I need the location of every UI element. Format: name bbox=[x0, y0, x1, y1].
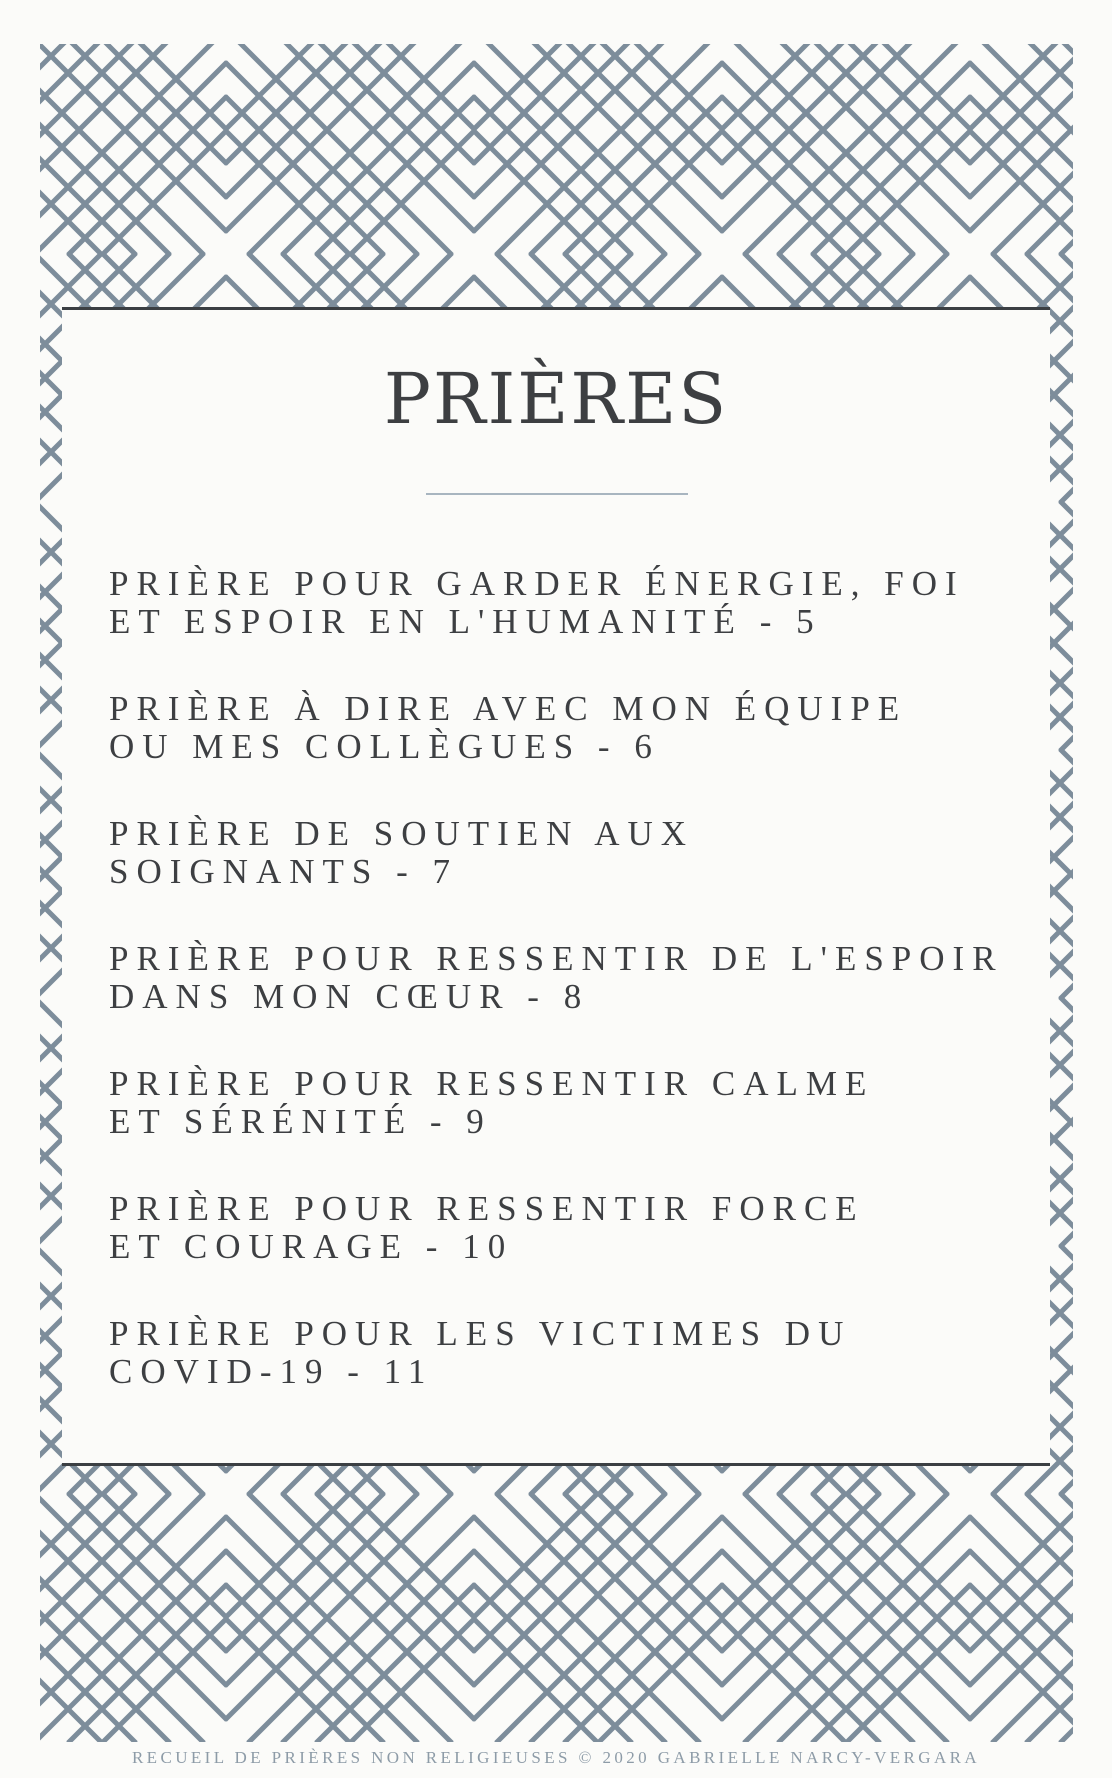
page-title: PRIÈRES bbox=[383, 358, 729, 440]
toc-entry-line: PRIÈRE POUR LES VICTIMES DU bbox=[109, 1314, 852, 1353]
toc-entry bbox=[109, 815, 1004, 891]
toc-entry bbox=[109, 1315, 1004, 1391]
toc-entry bbox=[109, 1065, 1004, 1141]
toc-entry-line: SOIGNANTS - 7 bbox=[109, 852, 458, 891]
table-of-contents bbox=[109, 565, 1004, 1440]
toc-entry-line: ET ESPOIR EN L'HUMANITÉ - 5 bbox=[109, 602, 822, 641]
toc-entry-line: COVID-19 - 11 bbox=[109, 1352, 434, 1391]
toc-entry-line: ET COURAGE - 10 bbox=[109, 1227, 514, 1266]
toc-entry bbox=[109, 565, 1004, 641]
toc-entry-line: PRIÈRE DE SOUTIEN AUX bbox=[109, 814, 695, 853]
toc-entry bbox=[109, 1190, 1004, 1266]
toc-entry-line: PRIÈRE À DIRE AVEC MON ÉQUIPE bbox=[109, 689, 908, 728]
toc-entry bbox=[109, 690, 1004, 766]
toc-entry-line: DANS MON CŒUR - 8 bbox=[109, 977, 590, 1016]
toc-entry-line: PRIÈRE POUR RESSENTIR DE L'ESPOIR bbox=[109, 939, 1004, 978]
toc-entry-line: PRIÈRE POUR RESSENTIR CALME bbox=[109, 1064, 875, 1103]
toc-entry-line: PRIÈRE POUR RESSENTIR FORCE bbox=[109, 1189, 865, 1228]
toc-entry bbox=[109, 940, 1004, 1016]
toc-entry-line: ET SÉRÉNITÉ - 9 bbox=[109, 1102, 492, 1141]
title-divider bbox=[426, 493, 688, 495]
footer-copyright: RECUEIL DE PRIÈRES NON RELIGIEUSES © 2020 GABRIELLE NARCY-VERGARA bbox=[131, 1748, 981, 1767]
toc-entry-line: OU MES COLLÈGUES - 6 bbox=[109, 727, 660, 766]
toc-entry-line: PRIÈRE POUR GARDER ÉNERGIE, FOI bbox=[109, 564, 965, 603]
table-of-contents-card bbox=[62, 307, 1050, 1466]
